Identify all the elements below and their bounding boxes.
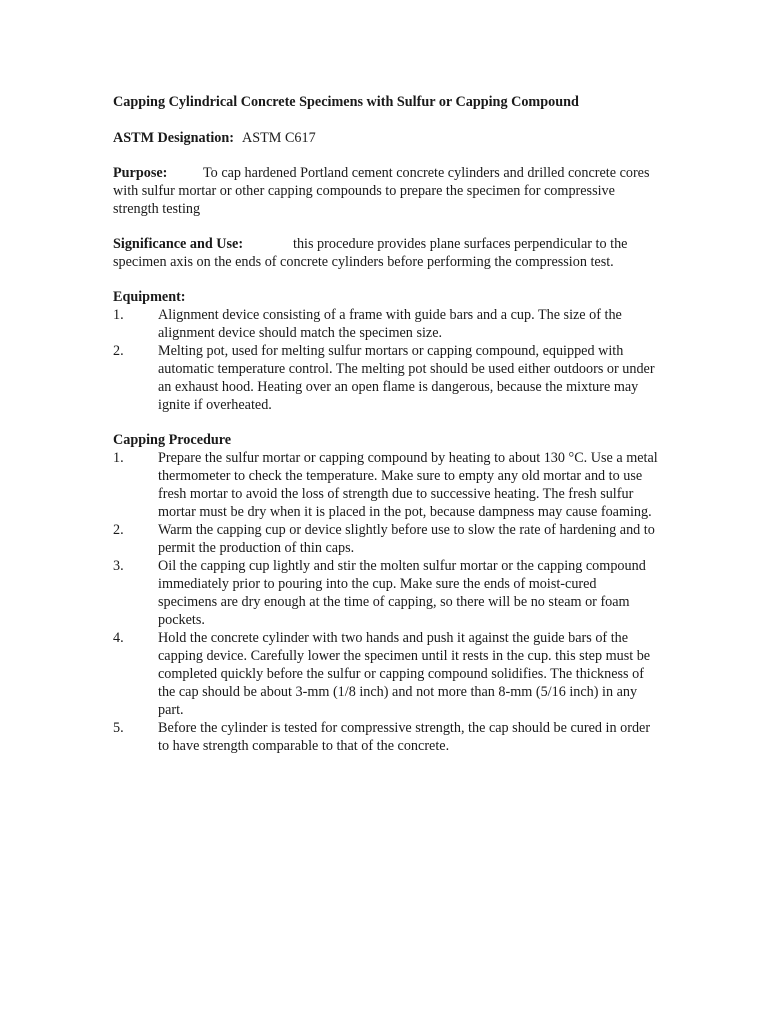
list-item — [113, 629, 658, 719]
list-item — [113, 449, 658, 521]
purpose-label: Purpose: — [113, 165, 168, 181]
item-number: 4. — [113, 630, 124, 646]
significance-label: Significance and Use: — [113, 236, 244, 252]
item-text: Prepare the sulfur mortar or capping compound by heating to about 130 °C. Use a metal thermometer to check the temperature. Make sure to empty any old mortar and to use fresh mortar to avoid the loss of strength due to successive heating. The fresh sulfur mortar must be dry when it is placed in the pot, because dampness may cause foaming. — [158, 450, 658, 520]
list-item — [113, 342, 658, 414]
significance-text: this procedure provides plane surfaces perpendicular to the specimen axis on the ends of concrete cylinders before performing the compression test. — [113, 236, 628, 270]
capping-procedure-list — [113, 449, 658, 755]
list-item — [113, 557, 658, 629]
item-text: Oil the capping cup lightly and stir the molten sulfur mortar or the capping compound immediately prior to pouring into the cup. Make sure the ends of moist-cured specimens are dry enough at the time of capping, so there will be no steam or foam pockets. — [158, 558, 646, 628]
document-title: Capping Cylindrical Concrete Specimens with Sulfur or Capping Compound — [113, 94, 579, 110]
item-text: Hold the concrete cylinder with two hands and push it against the guide bars of the capping device. Carefully lower the specimen until it rests in the cup. this step must be completed quickly before the sulfur or capping compound solidifies. The thickness of the cap should be about 3-mm (1/8 inch) and not more than 8-mm (5/16 inch) in any part. — [158, 630, 651, 718]
equipment-section — [113, 288, 658, 414]
item-text: Melting pot, used for melting sulfur mortars or capping compound, equipped with automatic temperature control. The melting pot should be used either outdoors or under an exhaust hood. Heating over an open flame is dangerous, because the mixture may ignite if overheated. — [158, 343, 655, 413]
designation-value: ASTM C617 — [242, 130, 316, 146]
significance-paragraph — [113, 235, 658, 271]
item-text: Before the cylinder is tested for compressive strength, the cap should be cured in order to have strength comparable to that of the concrete. — [158, 720, 651, 754]
document-content — [113, 93, 658, 755]
capping-procedure-section — [113, 431, 658, 755]
item-number: 2. — [113, 343, 124, 359]
list-item — [113, 719, 658, 755]
equipment-list — [113, 306, 658, 414]
designation-label: ASTM Designation: — [113, 130, 234, 146]
item-number: 1. — [113, 450, 124, 466]
item-text: Alignment device consisting of a frame with guide bars and a cup. The size of the alignment device should match the specimen size. — [158, 307, 622, 341]
capping-procedure-heading: Capping Procedure — [113, 432, 232, 448]
purpose-paragraph — [113, 164, 658, 218]
item-number: 3. — [113, 558, 124, 574]
item-number: 1. — [113, 307, 124, 323]
astm-designation — [113, 129, 658, 147]
item-text: Warm the capping cup or device slightly before use to slow the rate of hardening and to permit the production of thin caps. — [158, 522, 655, 556]
purpose-text: To cap hardened Portland cement concrete cylinders and drilled concrete cores with sulfur mortar or other capping compounds to prepare the specimen for compressive strength testing — [113, 165, 650, 217]
item-number: 5. — [113, 720, 124, 736]
item-number: 2. — [113, 522, 124, 538]
list-item — [113, 521, 658, 557]
list-item — [113, 306, 658, 342]
equipment-heading: Equipment: — [113, 289, 186, 305]
